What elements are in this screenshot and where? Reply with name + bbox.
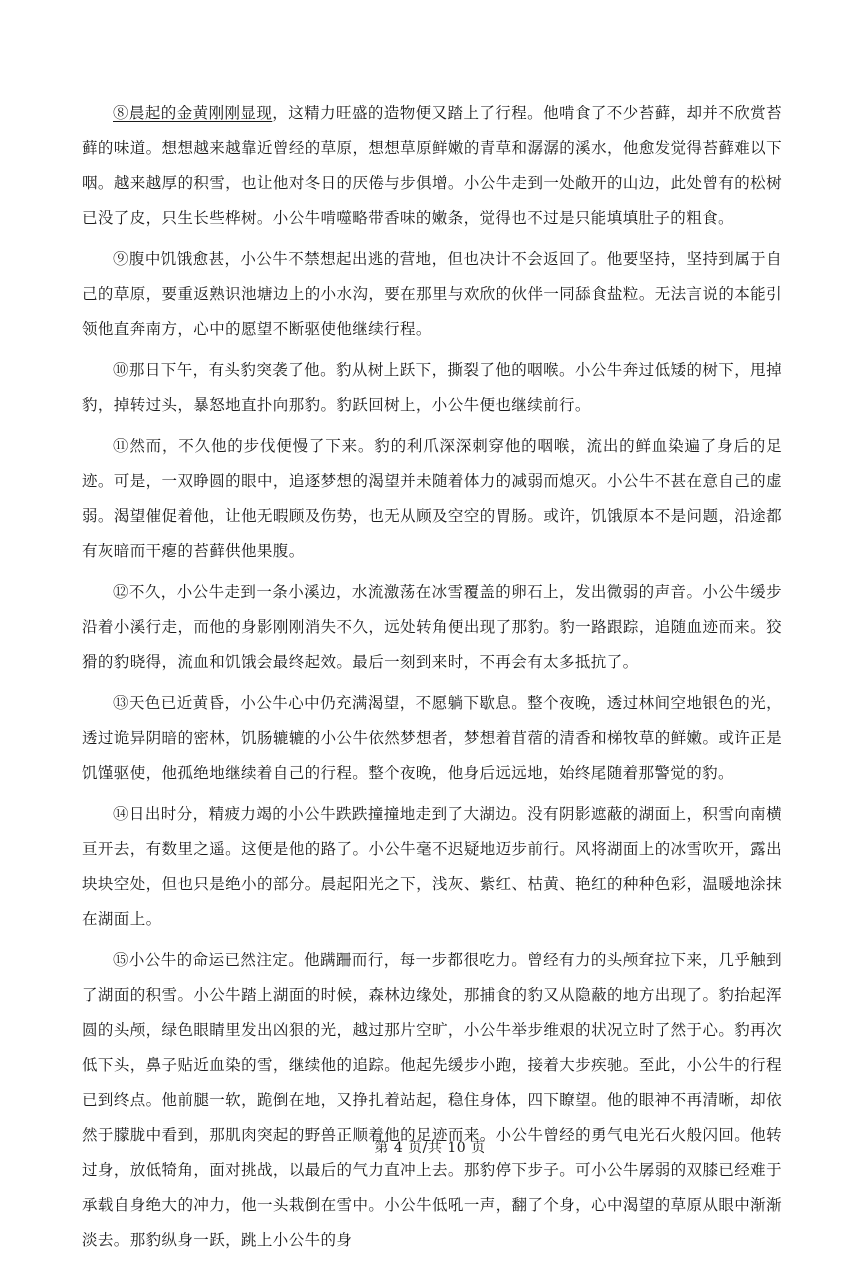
article-body (82, 96, 782, 1264)
page-number-footer: 第 4 页/共 10 页 (374, 1140, 486, 1156)
paragraph-8 (82, 96, 782, 236)
paragraph-12 (82, 575, 782, 680)
paragraph-text: ⑫不久，小公牛走到一条小溪边，水流激荡在冰雪覆盖的卵石上，发出微弱的声音。小公牛缓步沿着小溪行走，而他的身影刚刚消失不久，远处转角便出现了那豹。豹一路跟踪，追随血迹而来。狡猾的豹晓得，流血和饥饿会最终起效。最后一刻到来时，不再会有太多抵抗了。 (82, 583, 782, 671)
paragraph-9 (82, 242, 782, 347)
paragraph-text: ⑪然而，不久他的步伐便慢了下来。豹的利爪深深刺穿他的咽喉，流出的鲜血染遍了身后的足迹。可是，一双睁圆的眼中，追逐梦想的渴望并未随着体力的减弱而熄灭。小公牛不甚在意自己的虚弱。渴望催促着他，让他无暇顾及伤势，也无从顾及空空的胃肠。或许，饥饿原本不是问题，沿途都有灰暗而干瘪的苔藓供他果腹。 (82, 437, 782, 560)
paragraph-14 (82, 797, 782, 937)
paragraph-text: ⑭日出时分，精疲力竭的小公牛跌跌撞撞地走到了大湖边。没有阴影遮蔽的湖面上，积雪向南横亘开去，有数里之遥。这便是他的路了。小公牛毫不迟疑地迈步前行。风将湖面上的冰雪吹开，露出块块空处，但也只是绝小的部分。晨起阳光之下，浅灰、紫红、枯黄、艳红的种种色彩，温暖地涂抹在湖面上。 (82, 805, 782, 928)
underlined-phrase: ⑧晨起的金黄刚刚显现 (113, 104, 273, 122)
paragraph-15 (82, 943, 782, 1258)
paragraph-10 (82, 353, 782, 423)
paragraph-text: ⑨腹中饥饿愈甚，小公牛不禁想起出逃的营地，但也决计不会返回了。他要坚持，坚持到属于自己的草原，要重返熟识池塘边上的小水沟，要在那里与欢欣的伙伴一同舔食盐粒。无法言说的本能引领他直奔南方，心中的愿望不断驱使他继续行程。 (82, 250, 782, 338)
paragraph-11 (82, 429, 782, 569)
paragraph-text: ⑩那日下午，有头豹突袭了他。豹从树上跃下，撕裂了他的咽喉。小公牛奔过低矮的树下，甩掉豹，掉转过头，暴怒地直扑向那豹。豹跃回树上，小公牛便也继续前行。 (82, 361, 782, 414)
paragraph-text: ⑬天色已近黄昏，小公牛心中仍充满渴望，不愿躺下歇息。整个夜晚，透过林间空地银色的光，透过诡异阴暗的密林，饥肠辘辘的小公牛依然梦想者，梦想着苜蓿的清香和梯牧草的鲜嫩。或许正是饥馑驱使，他孤绝地继续着自己的行程。整个夜晚，他身后远远地，始终尾随着那警觉的豹。 (82, 694, 782, 782)
paragraph-text: ，这精力旺盛的造物便又踏上了行程。他啃食了不少苔藓，却并不欣赏苔藓的味道。想想越来越靠近曾经的草原，想想草原鲜嫩的青草和潺潺的溪水，他愈发觉得苔藓难以下咽。越来越厚的积雪，也让他对冬日的厌倦与步俱增。小公牛走到一处敞开的山边，此处曾有的松树已没了皮，只生长些桦树。小公牛啃噬略带香味的嫩条，觉得也不过是只能填填肚子的粗食。 (82, 104, 782, 227)
paragraph-text: ⑮小公牛的命运已然注定。他蹒跚而行，每一步都很吃力。曾经有力的头颅耷拉下来，几乎触到了湖面的积雪。小公牛踏上湖面的时候，森林边缘处，那捕食的豹又从隐蔽的地方出现了。豹抬起浑圆的头颅，绿色眼睛里发出凶狠的光，越过那片空旷，小公牛举步维艰的状况立时了然于心。豹再次低下头，鼻子贴近血染的雪，继续他的追踪。他起先缓步小跑，接着大步疾驰。至此，小公牛的行程已到终点。他前腿一软，跪倒在地，又挣扎着站起，稳住身体，四下瞭望。他的眼神不再清晰，却依然于朦胧中看到，那肌肉突起的野兽正顺着他的足迹而来。小公牛曾经的勇气电光石火般闪回。他转过身，放低犄角，面对挑战，以最后的气力直冲上去。那豹停下步子。可小公牛孱弱的双膝已经难于承载自身绝大的冲力，他一头栽倒在雪中。小公牛低吼一声，翻了个身，心中渴望的草原从眼中渐渐淡去。那豹纵身一跃，跳上小公牛的身 (82, 951, 782, 1249)
paragraph-13 (82, 686, 782, 791)
